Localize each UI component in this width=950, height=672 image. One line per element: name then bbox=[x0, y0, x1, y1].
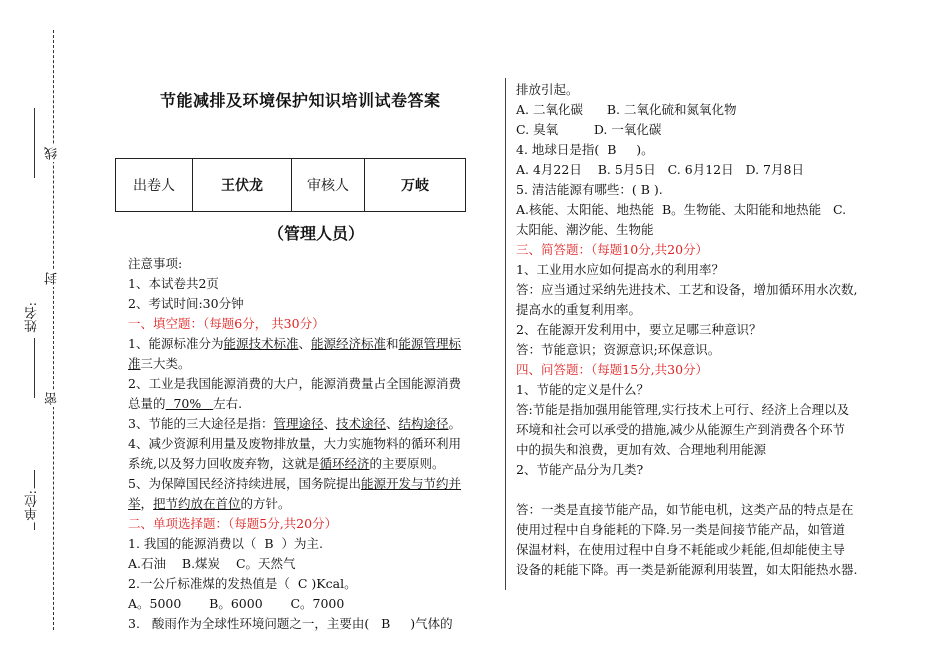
options: A.核能、太阳能、地热能 B。生物能、太阳能和地热能 C. bbox=[516, 202, 847, 217]
question: 2、工业是我国能源消费的大户，能源消费量占全国能源消费 bbox=[128, 376, 461, 391]
question: 2、在能源开发利用中，要立足哪三种意识？ bbox=[516, 322, 762, 337]
question: 4. 地球日是指( B )。 bbox=[516, 142, 654, 157]
question: 总量的 70% 左右. bbox=[128, 396, 243, 411]
spacer bbox=[516, 480, 857, 500]
notice-item: 2、考试时间:30分钟 bbox=[128, 296, 244, 311]
question: 1、工业用水应如何提高水的利用率？ bbox=[516, 262, 724, 277]
section-title: 四、问答题：（每题15分,共30分） bbox=[516, 362, 709, 377]
answer: 答：节能意识；资源意识;环保意识。 bbox=[516, 342, 721, 357]
reviewer-label: 审核人 bbox=[292, 159, 365, 212]
column-divider bbox=[505, 78, 506, 590]
answer: 环境和社会可以承受的措施,减少从能源生产到消费各个环节 bbox=[516, 422, 845, 437]
document-subtitle: （管理人员） bbox=[268, 224, 365, 243]
underline-line bbox=[34, 108, 35, 178]
answer: 使用过程中自身能耗的下降.另一类是间接节能产品，如管道 bbox=[516, 522, 845, 537]
answer: 答:节能是指加强用能管理,实行技术上可行、经济上合理以及 bbox=[516, 402, 850, 417]
question: 5. 清洁能源有哪些：( B ). bbox=[516, 182, 663, 197]
answer: 设备的耗能下降。再一类是新能源利用装置，如太阳能热水器. bbox=[516, 562, 858, 577]
seal-char: 封 bbox=[45, 272, 60, 285]
author-name: 王伏龙 bbox=[193, 159, 292, 212]
question: 5、为保障国民经济持续进展，国务院提出能源开发与节约并 bbox=[128, 476, 461, 491]
options: C. 臭氧 D. 一氧化碳 bbox=[516, 122, 662, 137]
question: 4、减少资源利用量及废物排放量，大力实施物料的循环利用 bbox=[128, 436, 461, 451]
options: 太阳能、潮汐能、生物能 bbox=[516, 222, 654, 237]
name-label: 姓名: bbox=[25, 302, 40, 333]
notice-title: 注意事项: bbox=[128, 256, 183, 271]
question: 2.一公斤标准煤的发热值是（ C )Kcal。 bbox=[128, 576, 357, 591]
secret-char: 密 bbox=[45, 392, 60, 405]
question: 3、节能的三大途径是指：管理途径、技术途径、结构途径。 bbox=[128, 416, 462, 431]
section-title: 三、简答题：（每题10分,共20分） bbox=[516, 242, 709, 257]
question: 2、节能产品分为几类? bbox=[516, 462, 644, 477]
notice-item: 1、本试卷共2页 bbox=[128, 276, 219, 291]
answer: 提高水的重复利用率。 bbox=[516, 302, 642, 317]
answer: 答：应当通过采纳先进技术、工艺和设备，增加循环用水次数, bbox=[516, 282, 858, 297]
question: 举，把节约放在首位的方针。 bbox=[128, 496, 291, 511]
question: 排放引起。 bbox=[516, 82, 579, 97]
section-title: 一、填空题：（每题6分， 共30分） bbox=[128, 316, 325, 331]
unit-label: 单位: bbox=[25, 490, 40, 521]
dashed-cut-line bbox=[53, 30, 54, 630]
right-column bbox=[516, 80, 857, 580]
question: 1、能源标准分为能源技术标准、能源经济标准和能源管理标 bbox=[128, 336, 462, 351]
options: A.石油 B.煤炭 C。天然气 bbox=[128, 556, 296, 571]
underline-line bbox=[34, 338, 35, 398]
answer: 中的损失和浪费，更加有效、合理地利用能源 bbox=[516, 442, 767, 457]
options: A。5000 B。6000 C。7000 bbox=[128, 596, 345, 611]
author-label: 出卷人 bbox=[116, 159, 193, 212]
document-title: 节能减排及环境保护知识培训试卷答案 bbox=[160, 91, 441, 110]
answer: 答：一类是直接节能产品，如节能电机，这类产品的特点是在 bbox=[516, 502, 854, 517]
answer: 保温材料，在使用过程中自身不耗能或少耗能,但却能使主导 bbox=[516, 542, 845, 557]
question: 系统,以及努力回收废弃物，这就是循环经济的主要原则。 bbox=[128, 456, 445, 471]
question: 3. 酸雨作为全球性环境问题之一，主要由( B )气体的 bbox=[128, 616, 453, 631]
options: A. 4月22日 B. 5月5日 C. 6月12日 D. 7月8日 bbox=[516, 162, 804, 177]
question: 1. 我国的能源消费以（ B ）为主. bbox=[128, 536, 323, 551]
line-char: 线 bbox=[45, 147, 60, 160]
options: A. 二氧化碳 B. 二氧化硫和氮氧化物 bbox=[516, 102, 737, 117]
reviewer-name: 万岐 bbox=[365, 159, 466, 212]
question: 准三大类。 bbox=[128, 356, 191, 371]
examiner-table bbox=[115, 158, 466, 212]
section-title: 二、单项选择题：（每题5分,共20分） bbox=[128, 516, 338, 531]
question: 1、节能的定义是什么？ bbox=[516, 382, 649, 397]
left-column bbox=[128, 254, 461, 634]
